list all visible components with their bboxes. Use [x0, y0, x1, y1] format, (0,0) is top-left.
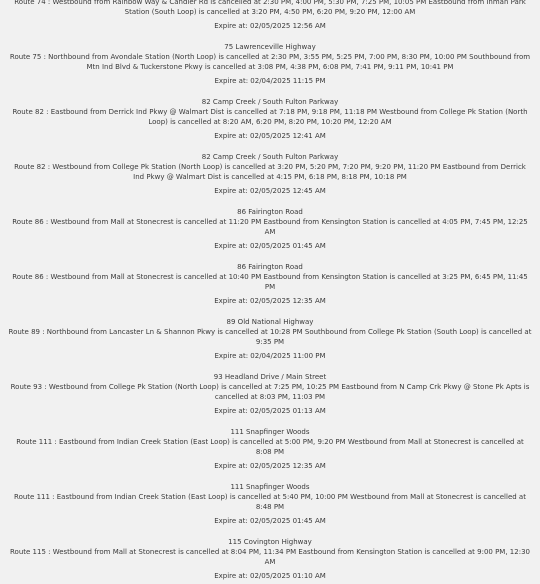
- alert-item[interactable]: [0, 207, 540, 251]
- alert-expire: Expire at: 02/05/2025 12:35 AM: [214, 462, 326, 470]
- alert-item[interactable]: [0, 0, 540, 31]
- alert-title: 111 Snapfinger Woods: [230, 428, 310, 436]
- alert-message: Route 86 : Westbound from Mall at Stonecrest is cancelled at 10:40 PM Eastbound from Kensington Station is cancelled at 3:25 PM, 6:45 PM, 11:45 PM: [12, 273, 528, 291]
- alert-item[interactable]: [0, 537, 540, 581]
- alert-title: 82 Camp Creek / South Fulton Parkway: [201, 98, 339, 106]
- alert-item[interactable]: [0, 42, 540, 86]
- alert-expire: Expire at: 02/05/2025 12:35 AM: [214, 297, 326, 305]
- alert-message: Route 74 : Westbound from Rainbow Way & Candler Rd is cancelled at 2:30 PM, 4:00 PM, 5:30 PM, 7:25 PM, 10:05 PM Eastbound from Inman Park Station (South Loop) is cancelled at 3:20 PM, 4:50 PM, 6:20 PM, 9:20 PM, 12:00 AM: [14, 0, 526, 16]
- alert-title: 82 Camp Creek / South Fulton Parkway: [201, 153, 339, 161]
- alert-message: Route 82 : Eastbound from Derrick Ind Pkwy @ Walmart Dist is cancelled at 7:18 PM, 9:18 PM, 11:18 PM Westbound from College Pk Station (North Loop) is cancelled at 8:20 AM, 6:20 PM, 8:20 PM, 10:20 PM, 12:20 AM: [12, 108, 528, 126]
- alert-item[interactable]: [0, 482, 540, 526]
- alert-expire: Expire at: 02/05/2025 01:45 AM: [214, 517, 326, 525]
- alert-title: 93 Headland Drive / Main Street: [213, 373, 327, 381]
- alert-message: Route 111 : Eastbound from Indian Creek Station (East Loop) is cancelled at 5:40 PM, 10:00 PM Westbound from Mall at Stonecrest is cancelled at 8:48 PM: [14, 493, 526, 511]
- alert-expire: Expire at: 02/04/2025 11:00 PM: [214, 352, 326, 360]
- alert-title: 115 Covington Highway: [228, 538, 312, 546]
- alert-message: Route 89 : Northbound from Lancaster Ln & Shannon Pkwy is cancelled at 10:28 PM Southbound from College Pk Station (South Loop) is cancelled at 9:35 PM: [8, 328, 532, 346]
- alert-message: Route 86 : Westbound from Mall at Stonecrest is cancelled at 11:20 PM Eastbound from Kensington Station is cancelled at 4:05 PM, 7:45 PM, 12:25 AM: [12, 218, 528, 236]
- alert-message: Route 82 : Westbound from College Pk Station (North Loop) is cancelled at 3:20 PM, 5:20 PM, 7:20 PM, 9:20 PM, 11:20 PM Eastbound from Derrick Ind Pkwy @ Walmart Dist is cancelled at 4:15 PM, 6:18 PM, 8:18 PM, 10:18 PM: [14, 163, 526, 181]
- alert-expire: Expire at: 02/05/2025 01:10 AM: [214, 572, 326, 580]
- alert-title: 86 Fairington Road: [237, 263, 303, 271]
- alert-title: 86 Fairington Road: [237, 208, 303, 216]
- alert-title: 111 Snapfinger Woods: [230, 483, 310, 491]
- alert-title: 89 Old National Highway: [226, 318, 314, 326]
- alert-expire: Expire at: 02/05/2025 12:56 AM: [214, 22, 326, 30]
- alert-expire: Expire at: 02/05/2025 01:13 AM: [214, 407, 326, 415]
- alert-expire: Expire at: 02/05/2025 12:45 AM: [214, 187, 326, 195]
- alert-item[interactable]: [0, 372, 540, 416]
- alert-item[interactable]: [0, 97, 540, 141]
- alert-message: Route 93 : Westbound from College Pk Station (North Loop) is cancelled at 7:25 PM, 10:25 PM Eastbound from N Camp Crk Pkwy @ Stone Pk Apts is cancelled at 8:03 PM, 11:03 PM: [10, 383, 530, 401]
- alert-item[interactable]: [0, 152, 540, 196]
- alert-item[interactable]: [0, 427, 540, 471]
- alert-expire: Expire at: 02/05/2025 12:41 AM: [214, 132, 326, 140]
- alert-title: 75 Lawrenceville Highway: [224, 43, 316, 51]
- alert-expire: Expire at: 02/05/2025 01:45 AM: [214, 242, 326, 250]
- alert-item[interactable]: [0, 262, 540, 306]
- alert-message: Route 115 : Westbound from Mall at Stonecrest is cancelled at 8:04 PM, 11:34 PM Eastbound from Kensington Station is cancelled at 9:00 PM, 12:30 AM: [10, 548, 530, 566]
- alert-item[interactable]: [0, 317, 540, 361]
- alert-message: Route 75 : Northbound from Avondale Station (North Loop) is cancelled at 2:30 PM, 3:55 PM, 5:25 PM, 7:00 PM, 8:30 PM, 10:00 PM Southbound from Mtn Ind Blvd & Tuckerstone Pkwy is cancelled at 3:08 PM, 4:38 PM, 6:08 PM, 7:41 PM, 9:11 PM, 10:41 PM: [9, 53, 531, 71]
- alert-message: Route 111 : Eastbound from Indian Creek Station (East Loop) is cancelled at 5:00 PM, 9:20 PM Westbound from Mall at Stonecrest is cancelled at 8:08 PM: [16, 438, 524, 456]
- alert-expire: Expire at: 02/04/2025 11:15 PM: [214, 77, 326, 85]
